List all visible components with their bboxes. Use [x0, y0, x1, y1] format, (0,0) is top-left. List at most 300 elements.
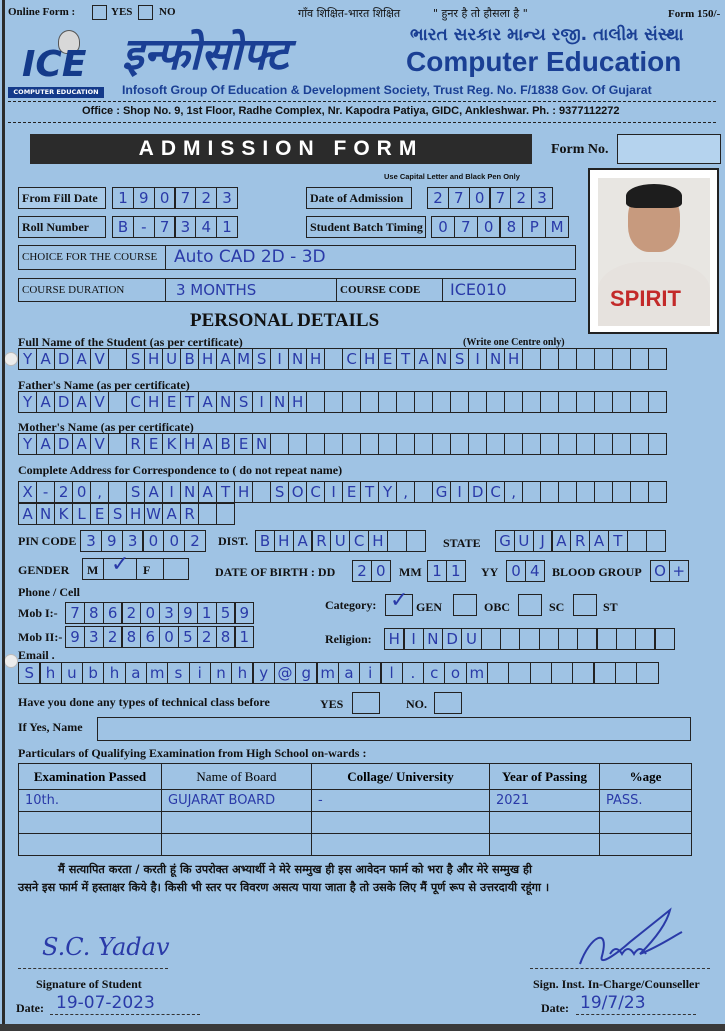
char-cell[interactable]: A	[198, 391, 217, 413]
char-cell[interactable]	[216, 503, 235, 525]
char-cell[interactable]: 2	[121, 602, 141, 624]
tech-yes-check[interactable]	[352, 692, 380, 714]
char-cell[interactable]: T	[396, 348, 415, 370]
char-cell[interactable]	[414, 481, 433, 503]
char-cell[interactable]	[593, 662, 616, 684]
char-cell[interactable]: 9	[101, 530, 123, 552]
char-cell[interactable]	[396, 433, 415, 455]
char-cell[interactable]: R	[570, 530, 590, 552]
char-cell[interactable]: E	[90, 503, 109, 525]
char-cell[interactable]: 7	[65, 602, 85, 624]
char-cell[interactable]: A	[72, 348, 91, 370]
char-cell[interactable]: A	[18, 503, 37, 525]
char-cell[interactable]: C	[342, 348, 361, 370]
blood-group-grid[interactable]	[650, 560, 688, 582]
char-cell[interactable]	[594, 391, 613, 413]
char-cell[interactable]: G	[432, 481, 451, 503]
table-cell[interactable]: GUJARAT BOARD	[162, 790, 312, 812]
char-cell[interactable]: G	[495, 530, 515, 552]
batch-timing-grid[interactable]	[431, 216, 568, 238]
char-cell[interactable]	[635, 628, 656, 650]
char-cell[interactable]: 0	[469, 187, 491, 209]
char-cell[interactable]: T	[216, 481, 235, 503]
char-cell[interactable]: H	[180, 433, 199, 455]
char-cell[interactable]: 2	[427, 187, 449, 209]
char-cell[interactable]	[530, 662, 553, 684]
char-cell[interactable]: S	[234, 391, 253, 413]
char-cell[interactable]: A	[144, 481, 163, 503]
char-cell[interactable]	[522, 433, 541, 455]
char-cell[interactable]: W	[144, 503, 163, 525]
char-cell[interactable]: 0	[431, 216, 455, 238]
char-cell[interactable]: -	[36, 481, 55, 503]
char-cell[interactable]	[627, 530, 647, 552]
char-cell[interactable]	[432, 433, 451, 455]
char-cell[interactable]: 2	[352, 560, 372, 582]
char-cell[interactable]: A	[198, 433, 217, 455]
char-cell[interactable]	[594, 481, 613, 503]
char-cell[interactable]: U	[330, 530, 350, 552]
char-cell[interactable]: +	[669, 560, 689, 582]
char-cell[interactable]: T	[608, 530, 628, 552]
dob-dd-grid[interactable]	[352, 560, 390, 582]
char-cell[interactable]: 2	[197, 626, 217, 648]
char-cell[interactable]: ,	[90, 481, 109, 503]
char-cell[interactable]: N	[270, 391, 289, 413]
char-cell[interactable]: H	[368, 530, 388, 552]
char-cell[interactable]: u	[61, 662, 84, 684]
char-cell[interactable]: S	[126, 481, 145, 503]
char-cell[interactable]: 0	[477, 216, 501, 238]
table-cell[interactable]	[490, 834, 600, 856]
char-cell[interactable]	[508, 662, 531, 684]
char-cell[interactable]: 3	[531, 187, 553, 209]
char-cell[interactable]: V	[90, 391, 109, 413]
char-cell[interactable]: S	[450, 348, 469, 370]
char-cell[interactable]: B	[180, 348, 199, 370]
char-cell[interactable]	[406, 530, 426, 552]
char-cell[interactable]: 0	[159, 626, 179, 648]
char-cell[interactable]	[648, 481, 667, 503]
char-cell[interactable]	[615, 662, 638, 684]
char-cell[interactable]	[540, 391, 559, 413]
char-cell[interactable]: m	[146, 662, 169, 684]
char-cell[interactable]: D	[442, 628, 463, 650]
char-cell[interactable]	[630, 391, 649, 413]
cat-st-check[interactable]	[573, 594, 597, 616]
char-cell[interactable]: ,	[396, 481, 415, 503]
char-cell[interactable]	[306, 433, 325, 455]
char-cell[interactable]: g	[295, 662, 318, 684]
char-cell[interactable]: H	[144, 348, 163, 370]
char-cell[interactable]: l	[380, 662, 403, 684]
char-cell[interactable]	[252, 481, 271, 503]
char-cell[interactable]	[551, 662, 574, 684]
char-cell[interactable]: H	[384, 628, 405, 650]
char-cell[interactable]: 7	[154, 216, 176, 238]
char-cell[interactable]: 7	[454, 216, 478, 238]
table-cell[interactable]	[19, 834, 162, 856]
char-cell[interactable]	[414, 433, 433, 455]
char-cell[interactable]: I	[468, 348, 487, 370]
char-cell[interactable]: A	[162, 503, 181, 525]
char-cell[interactable]	[270, 433, 289, 455]
char-cell[interactable]: S	[270, 481, 289, 503]
char-cell[interactable]: C	[349, 530, 369, 552]
char-cell[interactable]	[558, 391, 577, 413]
char-cell[interactable]: h	[231, 662, 254, 684]
table-cell[interactable]	[600, 812, 692, 834]
char-cell[interactable]	[522, 481, 541, 503]
char-cell[interactable]	[576, 481, 595, 503]
char-cell[interactable]: R	[311, 530, 331, 552]
char-cell[interactable]: N	[432, 348, 451, 370]
char-cell[interactable]: T	[360, 481, 379, 503]
char-cell[interactable]	[596, 628, 617, 650]
char-cell[interactable]: 7	[489, 187, 511, 209]
char-cell[interactable]: 2	[103, 626, 123, 648]
char-cell[interactable]: D	[54, 391, 73, 413]
char-cell[interactable]: H	[144, 391, 163, 413]
char-cell[interactable]: 2	[510, 187, 532, 209]
char-cell[interactable]	[486, 391, 505, 413]
table-cell[interactable]	[312, 812, 490, 834]
char-cell[interactable]: N	[36, 503, 55, 525]
char-cell[interactable]: N	[288, 348, 307, 370]
char-cell[interactable]	[108, 391, 127, 413]
table-cell[interactable]: -	[312, 790, 490, 812]
char-cell[interactable]: Y	[18, 348, 37, 370]
char-cell[interactable]: 2	[195, 187, 217, 209]
char-cell[interactable]: J	[533, 530, 553, 552]
char-cell[interactable]: 1	[427, 560, 447, 582]
char-cell[interactable]	[630, 348, 649, 370]
char-cell[interactable]: 0	[506, 560, 526, 582]
char-cell[interactable]	[558, 348, 577, 370]
char-cell[interactable]	[360, 433, 379, 455]
char-cell[interactable]: D	[468, 481, 487, 503]
char-cell[interactable]: S	[108, 503, 127, 525]
char-cell[interactable]: H	[504, 348, 523, 370]
char-cell[interactable]	[378, 433, 397, 455]
char-cell[interactable]: A	[216, 348, 235, 370]
char-cell[interactable]: H	[198, 348, 217, 370]
char-cell[interactable]	[387, 530, 407, 552]
char-cell[interactable]	[654, 628, 675, 650]
char-cell[interactable]	[539, 628, 560, 650]
char-cell[interactable]: A	[551, 530, 571, 552]
char-cell[interactable]: K	[162, 433, 181, 455]
char-cell[interactable]: A	[36, 391, 55, 413]
char-cell[interactable]: o	[444, 662, 467, 684]
char-cell[interactable]	[646, 530, 666, 552]
char-cell[interactable]	[324, 391, 343, 413]
char-cell[interactable]: 3	[216, 187, 238, 209]
address-line-1-grid[interactable]	[18, 481, 666, 503]
char-cell[interactable]: H	[274, 530, 294, 552]
char-cell[interactable]: 2	[184, 530, 206, 552]
char-cell[interactable]	[378, 391, 397, 413]
char-cell[interactable]	[630, 433, 649, 455]
char-cell[interactable]	[342, 433, 361, 455]
char-cell[interactable]: I	[252, 391, 271, 413]
char-cell[interactable]	[360, 391, 379, 413]
char-cell[interactable]	[594, 348, 613, 370]
char-cell[interactable]	[630, 481, 649, 503]
char-cell[interactable]: h	[103, 662, 126, 684]
char-cell[interactable]: I	[162, 481, 181, 503]
char-cell[interactable]: N	[180, 481, 199, 503]
char-cell[interactable]: 1	[197, 602, 217, 624]
char-cell[interactable]: c	[423, 662, 446, 684]
char-cell[interactable]	[432, 391, 451, 413]
char-cell[interactable]: K	[54, 503, 73, 525]
online-no-checkbox[interactable]	[138, 5, 153, 20]
state-grid[interactable]	[495, 530, 664, 552]
char-cell[interactable]	[612, 348, 631, 370]
char-cell[interactable]	[612, 391, 631, 413]
char-cell[interactable]: 0	[163, 530, 185, 552]
char-cell[interactable]: C	[306, 481, 325, 503]
char-cell[interactable]	[108, 433, 127, 455]
char-cell[interactable]: i	[359, 662, 382, 684]
char-cell[interactable]: I	[450, 481, 469, 503]
char-cell[interactable]: @	[274, 662, 297, 684]
char-cell[interactable]: 7	[448, 187, 470, 209]
dob-yy-grid[interactable]	[506, 560, 544, 582]
char-cell[interactable]: 9	[133, 187, 155, 209]
fill-date-grid[interactable]	[112, 187, 237, 209]
table-cell[interactable]	[19, 812, 162, 834]
char-cell[interactable]: O	[650, 560, 670, 582]
char-cell[interactable]: 1	[446, 560, 466, 582]
char-cell[interactable]	[540, 348, 559, 370]
char-cell[interactable]: C	[126, 391, 145, 413]
char-cell[interactable]: 1	[234, 626, 254, 648]
char-cell[interactable]: 9	[178, 602, 198, 624]
char-cell[interactable]: X	[18, 481, 37, 503]
char-cell[interactable]: D	[54, 348, 73, 370]
char-cell[interactable]	[576, 391, 595, 413]
char-cell[interactable]: E	[378, 348, 397, 370]
char-cell[interactable]: V	[90, 433, 109, 455]
char-cell[interactable]: E	[144, 433, 163, 455]
char-cell[interactable]: A	[414, 348, 433, 370]
char-cell[interactable]	[500, 628, 521, 650]
char-cell[interactable]: H	[306, 348, 325, 370]
char-cell[interactable]	[540, 481, 559, 503]
char-cell[interactable]: A	[36, 433, 55, 455]
char-cell[interactable]: s	[167, 662, 190, 684]
char-cell[interactable]: .	[402, 662, 425, 684]
char-cell[interactable]: I	[403, 628, 424, 650]
char-cell[interactable]: 0	[154, 187, 176, 209]
char-cell[interactable]: 8	[121, 626, 141, 648]
roll-number-grid[interactable]	[112, 216, 237, 238]
char-cell[interactable]: 8	[499, 216, 523, 238]
father-name-grid[interactable]	[18, 391, 666, 413]
char-cell[interactable]	[576, 348, 595, 370]
email-grid[interactable]	[18, 662, 657, 684]
char-cell[interactable]: 8	[84, 602, 104, 624]
mother-name-grid[interactable]	[18, 433, 666, 455]
char-cell[interactable]: U	[162, 348, 181, 370]
char-cell[interactable]	[636, 662, 659, 684]
char-cell[interactable]	[108, 348, 127, 370]
char-cell[interactable]: 3	[122, 530, 144, 552]
table-cell[interactable]: PASS.	[600, 790, 692, 812]
char-cell[interactable]: I	[270, 348, 289, 370]
char-cell[interactable]: S	[252, 348, 271, 370]
address-line-2-grid[interactable]	[18, 503, 234, 525]
char-cell[interactable]: A	[293, 530, 313, 552]
table-cell[interactable]: 2021	[490, 790, 600, 812]
char-cell[interactable]: 0	[72, 481, 91, 503]
if-yes-field[interactable]	[97, 717, 691, 741]
char-cell[interactable]: C	[486, 481, 505, 503]
char-cell[interactable]	[648, 391, 667, 413]
char-cell[interactable]: 3	[174, 216, 196, 238]
admission-date-grid[interactable]	[427, 187, 552, 209]
char-cell[interactable]: H	[288, 391, 307, 413]
char-cell[interactable]: 6	[140, 626, 160, 648]
char-cell[interactable]	[198, 503, 217, 525]
char-cell[interactable]: U	[461, 628, 482, 650]
char-cell[interactable]: H	[360, 348, 379, 370]
char-cell[interactable]	[324, 433, 343, 455]
char-cell[interactable]: N	[423, 628, 444, 650]
cat-obc-check[interactable]	[453, 594, 477, 616]
char-cell[interactable]	[522, 391, 541, 413]
char-cell[interactable]: 9	[65, 626, 85, 648]
mob1-grid[interactable]	[65, 602, 253, 624]
char-cell[interactable]	[288, 433, 307, 455]
char-cell[interactable]: A	[198, 481, 217, 503]
char-cell[interactable]: A	[72, 433, 91, 455]
char-cell[interactable]: B	[112, 216, 134, 238]
char-cell[interactable]	[487, 662, 510, 684]
char-cell[interactable]: 0	[142, 530, 164, 552]
char-cell[interactable]: m	[316, 662, 339, 684]
char-cell[interactable]	[450, 391, 469, 413]
char-cell[interactable]: T	[180, 391, 199, 413]
char-cell[interactable]: h	[39, 662, 62, 684]
char-cell[interactable]	[324, 348, 343, 370]
char-cell[interactable]: 9	[234, 602, 254, 624]
char-cell[interactable]: N	[216, 391, 235, 413]
char-cell[interactable]: ,	[504, 481, 523, 503]
char-cell[interactable]: n	[210, 662, 233, 684]
char-cell[interactable]: 5	[178, 626, 198, 648]
tech-no-check[interactable]	[434, 692, 462, 714]
char-cell[interactable]	[540, 433, 559, 455]
char-cell[interactable]: b	[82, 662, 105, 684]
char-cell[interactable]	[468, 391, 487, 413]
cat-sc-check[interactable]	[518, 594, 542, 616]
char-cell[interactable]: R	[180, 503, 199, 525]
char-cell[interactable]	[504, 391, 523, 413]
char-cell[interactable]: S	[18, 662, 41, 684]
char-cell[interactable]	[612, 433, 631, 455]
char-cell[interactable]: 3	[84, 626, 104, 648]
char-cell[interactable]: 4	[525, 560, 545, 582]
char-cell[interactable]: B	[255, 530, 275, 552]
form-no-field[interactable]	[617, 134, 721, 164]
char-cell[interactable]: S	[126, 348, 145, 370]
char-cell[interactable]: B	[216, 433, 235, 455]
char-cell[interactable]	[648, 348, 667, 370]
char-cell[interactable]: 3	[80, 530, 102, 552]
char-cell[interactable]: R	[126, 433, 145, 455]
char-cell[interactable]: M	[545, 216, 569, 238]
char-cell[interactable]: 8	[216, 626, 236, 648]
char-cell[interactable]	[558, 481, 577, 503]
char-cell[interactable]: a	[125, 662, 148, 684]
char-cell[interactable]: E	[234, 433, 253, 455]
char-cell[interactable]: E	[342, 481, 361, 503]
char-cell[interactable]: P	[522, 216, 546, 238]
mob2-grid[interactable]	[65, 626, 253, 648]
char-cell[interactable]	[481, 628, 502, 650]
char-cell[interactable]	[576, 433, 595, 455]
char-cell[interactable]	[519, 628, 540, 650]
char-cell[interactable]: Y	[18, 391, 37, 413]
char-cell[interactable]: 1	[112, 187, 134, 209]
char-cell[interactable]	[558, 433, 577, 455]
char-cell[interactable]: V	[90, 348, 109, 370]
table-cell[interactable]	[162, 834, 312, 856]
religion-grid[interactable]	[384, 628, 674, 650]
char-cell[interactable]: 7	[174, 187, 196, 209]
dob-mm-grid[interactable]	[427, 560, 465, 582]
char-cell[interactable]: 3	[159, 602, 179, 624]
gender-f-check[interactable]	[163, 558, 189, 580]
char-cell[interactable]: I	[324, 481, 343, 503]
char-cell[interactable]	[648, 433, 667, 455]
char-cell[interactable]: Y	[18, 433, 37, 455]
char-cell[interactable]: 0	[140, 602, 160, 624]
char-cell[interactable]: A	[72, 391, 91, 413]
char-cell[interactable]: 2	[54, 481, 73, 503]
online-yes-checkbox[interactable]	[92, 5, 107, 20]
table-cell[interactable]	[600, 834, 692, 856]
char-cell[interactable]: a	[338, 662, 361, 684]
char-cell[interactable]	[108, 481, 127, 503]
char-cell[interactable]: -	[133, 216, 155, 238]
table-cell[interactable]	[162, 812, 312, 834]
char-cell[interactable]: A	[36, 348, 55, 370]
char-cell[interactable]	[572, 662, 595, 684]
char-cell[interactable]: m	[466, 662, 489, 684]
char-cell[interactable]	[558, 628, 579, 650]
char-cell[interactable]: y	[252, 662, 275, 684]
char-cell[interactable]: O	[288, 481, 307, 503]
char-cell[interactable]	[306, 391, 325, 413]
char-cell[interactable]	[396, 391, 415, 413]
char-cell[interactable]: 6	[103, 602, 123, 624]
char-cell[interactable]	[522, 348, 541, 370]
char-cell[interactable]: D	[54, 433, 73, 455]
char-cell[interactable]: M	[234, 348, 253, 370]
pin-code-grid[interactable]	[80, 530, 205, 552]
char-cell[interactable]: 4	[195, 216, 217, 238]
char-cell[interactable]: A	[589, 530, 609, 552]
char-cell[interactable]: U	[514, 530, 534, 552]
char-cell[interactable]	[450, 433, 469, 455]
table-cell[interactable]: 10th.	[19, 790, 162, 812]
char-cell[interactable]	[342, 391, 361, 413]
char-cell[interactable]	[486, 433, 505, 455]
